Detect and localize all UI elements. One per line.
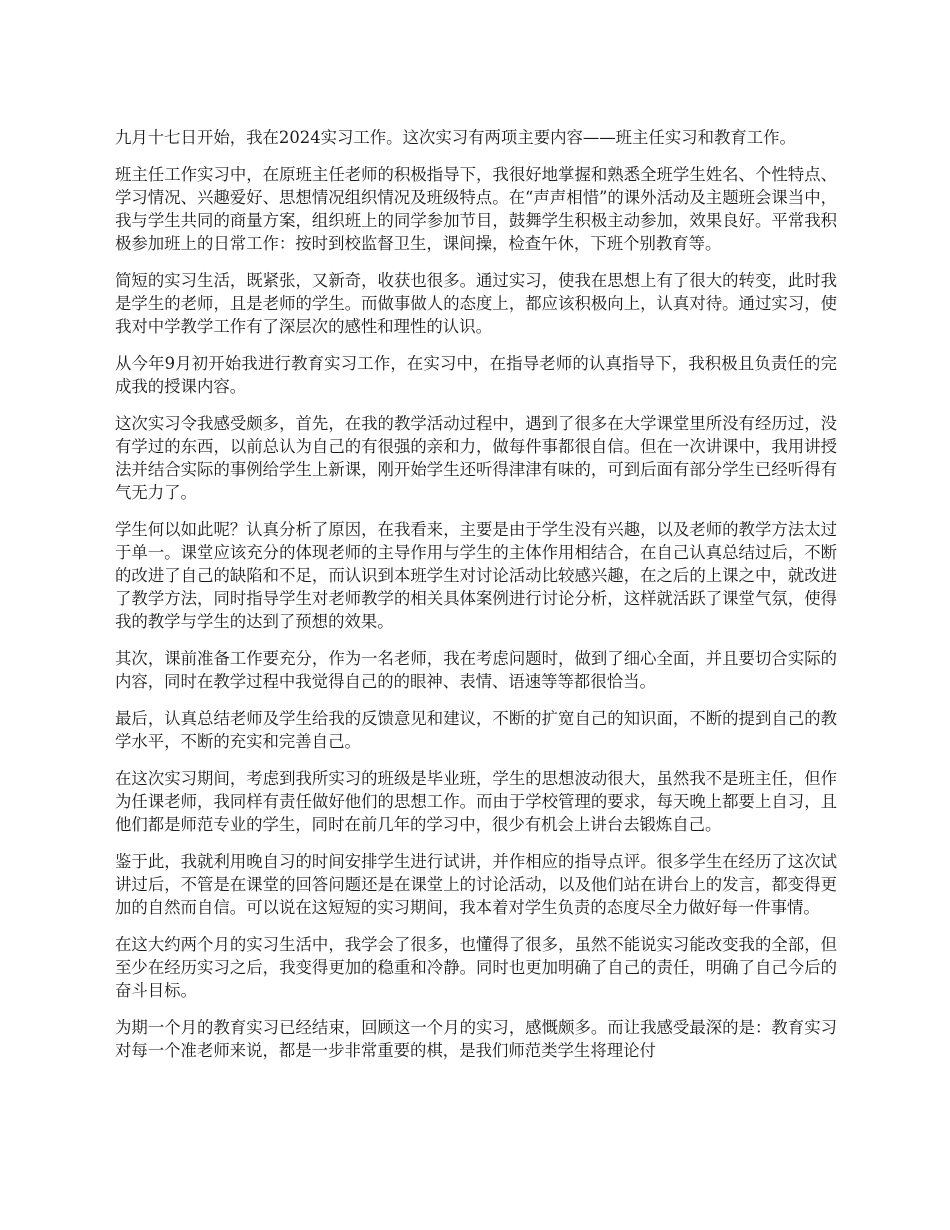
paragraph: 简短的实习生活，既紧张，又新奇，收获也很多。通过实习，使我在思想上有了很大的转变，此时我是学生的老师，且是老师的学生。而做事做人的态度上，都应该积极向上，认真对待。通过实习，使我对中学教学工作有了深层次的感性和理性的认识。	[115, 271, 837, 336]
paragraph: 学生何以如此呢？认真分析了原因，在我看来，主要是由于学生没有兴趣，以及老师的教学方法太过于单一。课堂应该充分的体现老师的主导作用与学生的主体作用相结合，在自己认真总结过后，不断的改进了自己的缺陷和不足，而认识到本班学生对讨论活动比较感兴趣，在之后的上课之中，就改进了教学方法，同时指导学生对老师教学的相关具体案例进行讨论分析，这样就活跃了课堂气氛，使得我的教学与学生的达到了预想的效果。	[115, 520, 837, 631]
paragraph: 从今年9月初开始我进行教育实习工作，在实习中，在指导老师的认真指导下，我积极且负责任的完成我的授课内容。	[115, 354, 837, 396]
paragraph: 这次实习令我感受颇多，首先，在我的教学活动过程中，遇到了很多在大学课堂里所没有经历过，没有学过的东西，以前总认为自己的有很强的亲和力，做每件事都很自信。但在一次讲课中，我用讲授法并结合实际的事例给学生上新课，刚开始学生还听得津津有味的，可到后面有部分学生已经听得有气无力了。	[115, 414, 837, 502]
paragraph: 班主任工作实习中，在原班主任老师的积极指导下，我很好地掌握和熟悉全班学生姓名、个性特点、学习情况、兴趣爱好、思想情况组织情况及班级特点。在“声声相惜”的课外活动及主题班会课当中，我与学生共同的商量方案，组织班上的同学参加节目，鼓舞学生积极主动参加，效果良好。平常我积极参加班上的日常工作：按时到校监督卫生，课间操，检查午休，下班个别教育等。	[115, 165, 837, 253]
paragraph: 在这大约两个月的实习生活中，我学会了很多，也懂得了很多，虽然不能说实习能改变我的全部，但至少在经历实习之后，我变得更加的稳重和冷静。同时也更加明确了自己的责任，明确了自己今后的奋斗目标。	[115, 935, 837, 1000]
paragraph: 其次，课前准备工作要充分，作为一名老师，我在考虑问题时，做到了细心全面，并且要切合实际的内容，同时在教学过程中我觉得自己的的眼神、表情、语速等等都很恰当。	[115, 649, 837, 691]
document-body	[115, 126, 837, 1076]
paragraph: 为期一个月的教育实习已经结束，回顾这一个月的实习，感慨颇多。而让我感受最深的是：教育实习对每一个准老师来说，都是一步非常重要的棋，是我们师范类学生将理论付	[115, 1018, 837, 1060]
paragraph: 九月十七日开始，我在2024实习工作。这次实习有两项主要内容——班主任实习和教育工作。	[115, 128, 796, 147]
paragraph: 鉴于此，我就利用晚自习的时间安排学生进行试讲，并作相应的指导点评。很多学生在经历了这次试讲过后，不管是在课堂的回答问题还是在课堂上的讨论活动，以及他们站在讲台上的发言，都变得更加的自然而自信。可以说在这短短的实习期间，我本着对学生负责的态度尽全力做好每一件事情。	[115, 852, 837, 917]
paragraph: 在这次实习期间，考虑到我所实习的班级是毕业班，学生的思想波动很大，虽然我不是班主任，但作为任课老师，我同样有责任做好他们的思想工作。而由于学校管理的要求，每天晚上都要上自习，且他们都是师范专业的学生，同时在前几年的学习中，很少有机会上讲台去锻炼自己。	[115, 769, 837, 834]
paragraph: 最后，认真总结老师及学生给我的反馈意见和建议，不断的扩宽自己的知识面，不断的提到自己的教学水平，不断的充实和完善自己。	[115, 709, 837, 751]
